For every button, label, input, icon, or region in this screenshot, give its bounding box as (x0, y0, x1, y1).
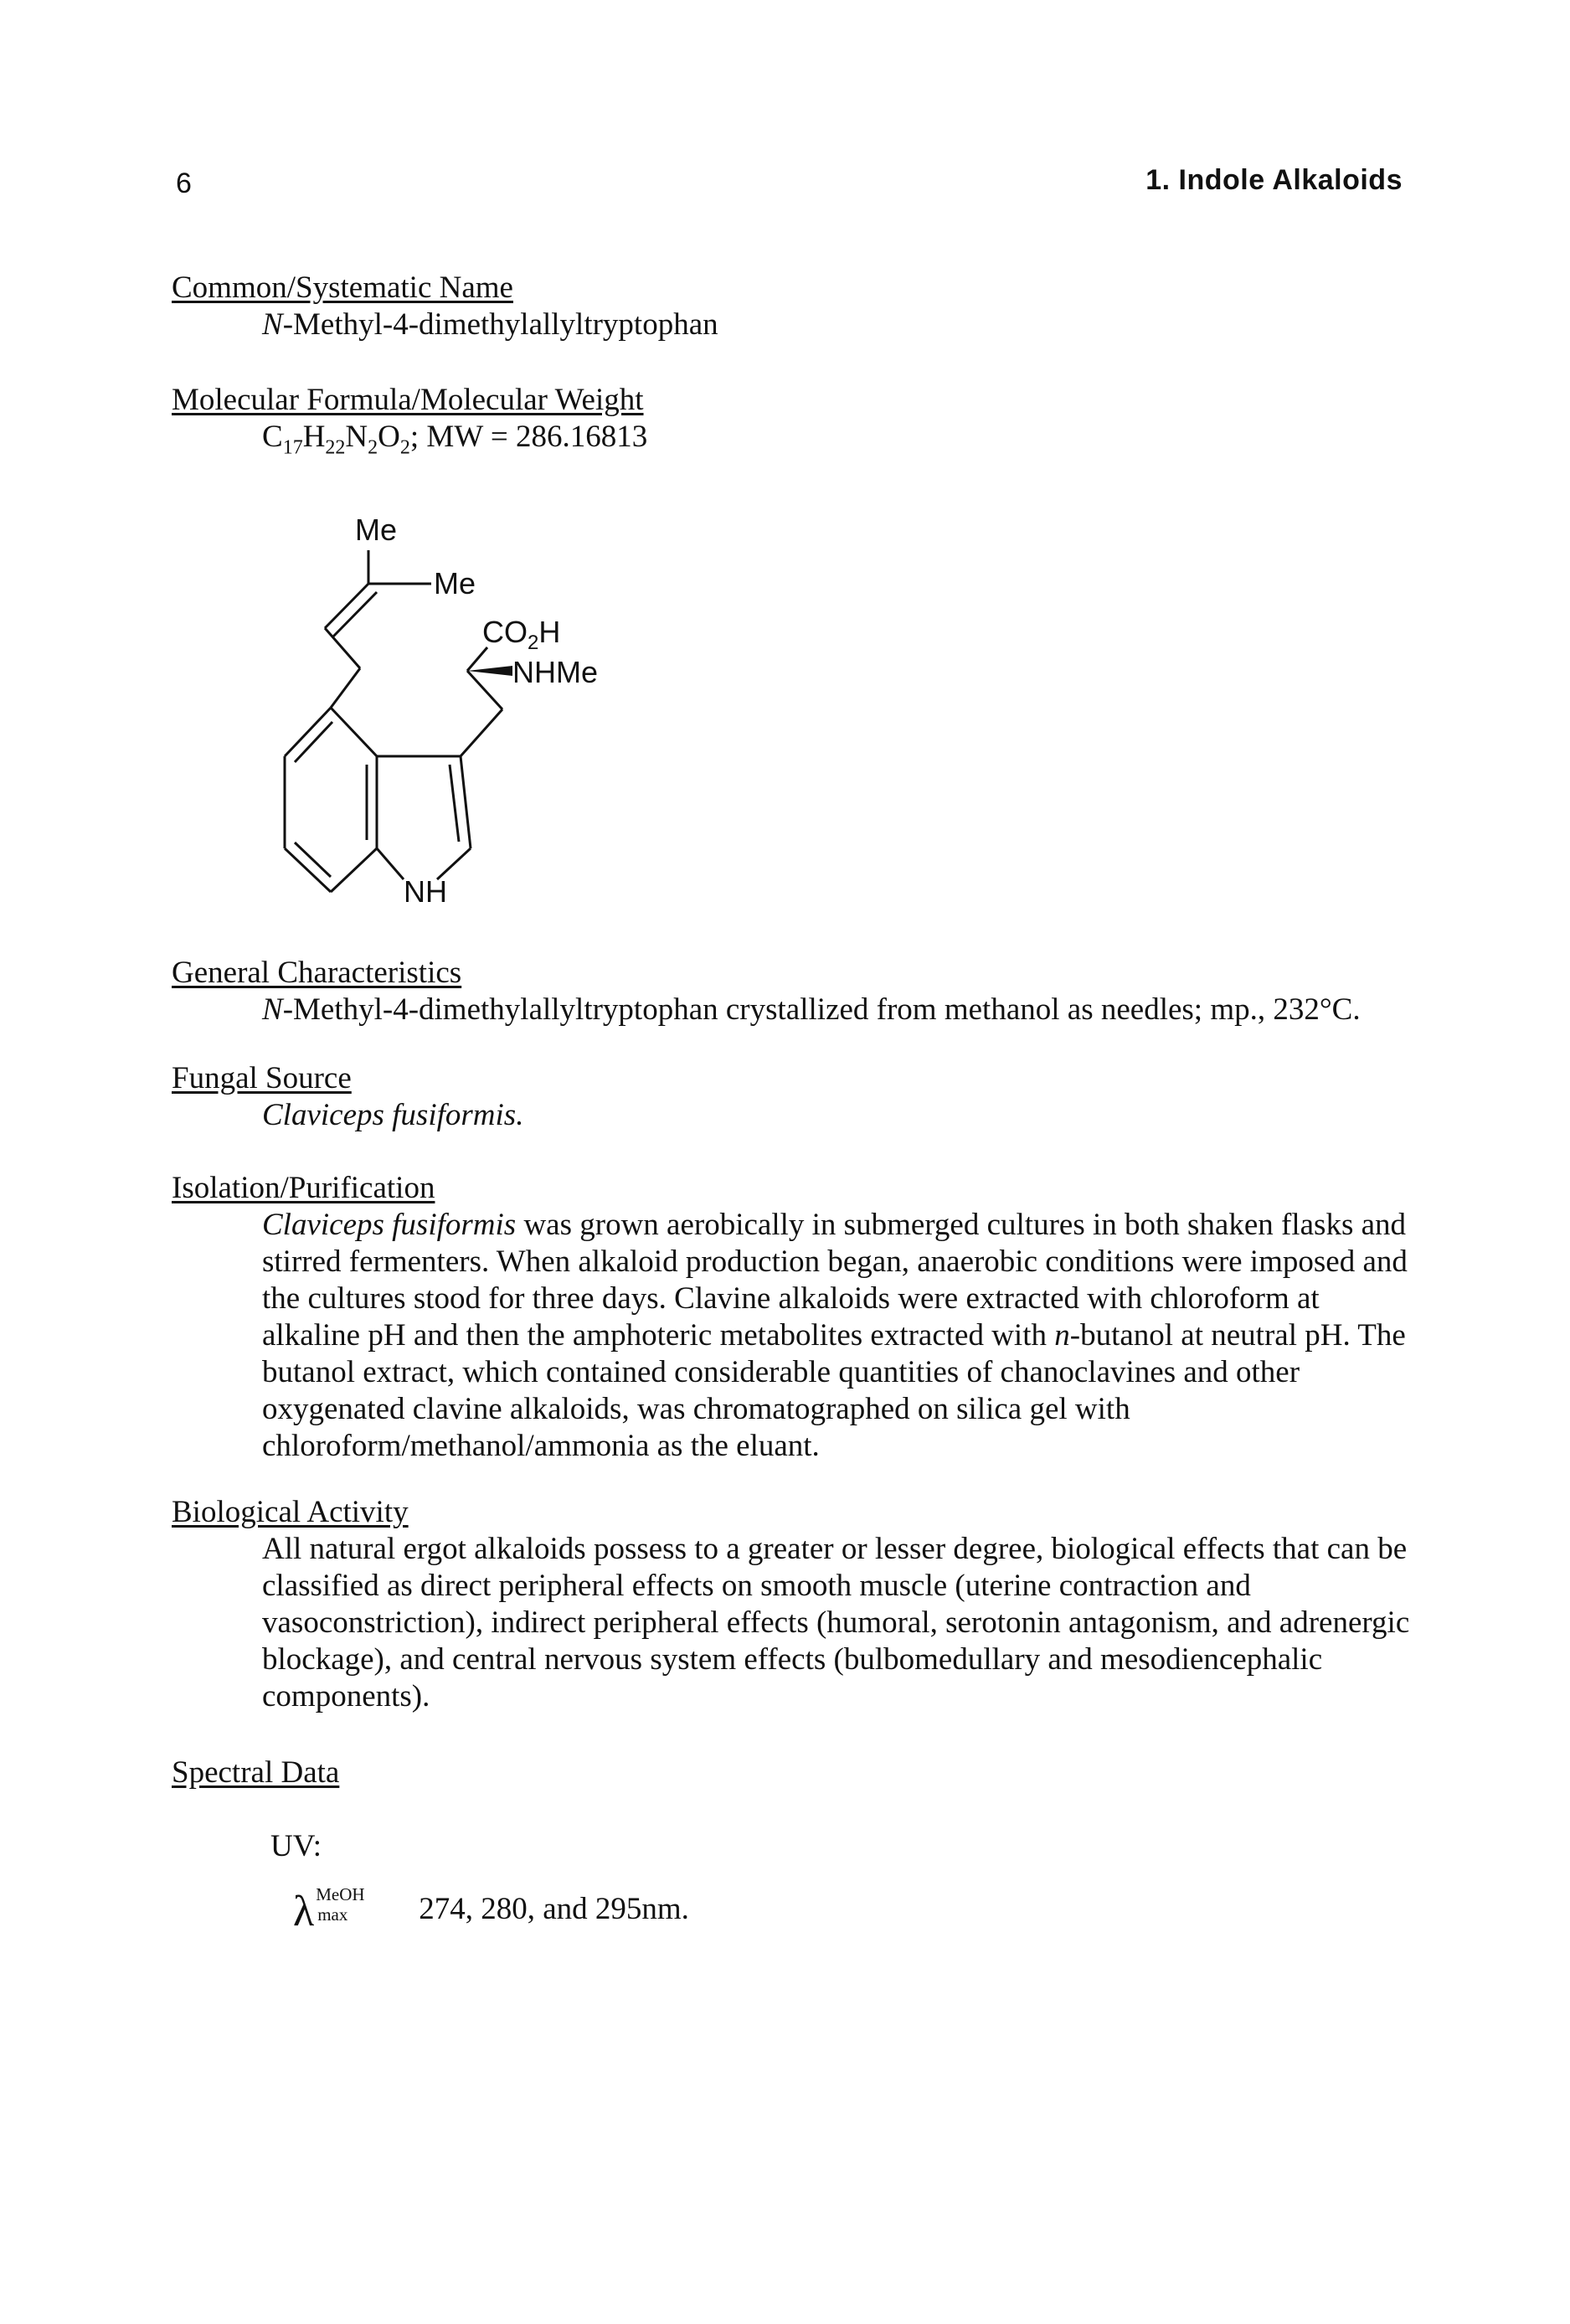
isolation-text (262, 1207, 1418, 1465)
chapter-title: 1. Indole Alkaloids (1145, 164, 1403, 196)
page-number: 6 (176, 167, 192, 199)
label-nh: NH (404, 874, 447, 909)
label-me-side: Me (434, 566, 476, 600)
general-text (262, 992, 1418, 1028)
section-biological (172, 1494, 1418, 1715)
count-o: 2 (399, 436, 410, 459)
heading-common-name: Common/Systematic Name (172, 271, 513, 305)
section-isolation (172, 1170, 1418, 1465)
n-prefix: N (262, 307, 283, 342)
heading-formula: Molecular Formula/Molecular Weight (172, 383, 644, 417)
section-common-name (172, 270, 1418, 343)
fungal-text: Claviceps fusiformis. (262, 1098, 524, 1132)
lambda-symbol: λ (293, 1888, 315, 1935)
count-h: 22 (325, 436, 346, 459)
atom-c: C (262, 420, 283, 454)
lambda-subscripts (314, 1883, 373, 1933)
solvent-label: MeOH (316, 1883, 365, 1904)
molecular-weight: ; MW = 286.16813 (409, 420, 648, 454)
label-me-top: Me (355, 513, 398, 547)
structure-drawing (251, 498, 720, 917)
chemical-structure (251, 498, 720, 917)
max-label: max (317, 1904, 348, 1925)
atom-h: H (302, 420, 326, 454)
uv-data-line (293, 1880, 689, 1933)
n-prefix: n (1054, 1318, 1070, 1353)
heading-spectral: Spectral Data (172, 1755, 340, 1790)
section-fungal (172, 1060, 1418, 1134)
heading-fungal: Fungal Source (172, 1061, 352, 1095)
species-name: Claviceps fusiformis (262, 1208, 517, 1242)
section-formula (172, 382, 1418, 466)
section-general (172, 955, 1418, 1028)
general-body: -Methyl-4-dimethylallyltryptophan crystallized from methanol as needles; mp., 232°C. (282, 992, 1361, 1027)
label-nhme: NHMe (512, 655, 599, 689)
common-name-text (262, 307, 1418, 343)
label-co2h: $CO_2H$ (482, 615, 561, 654)
biological-text: All natural ergot alkaloids possess to a greater or lesser degree, biological effects that can be classified as direct peripheral effects on smooth muscle (uterine contraction and vasoconstriction), indirect peripheral effects (humoral, serotonin antagonism, and adrenergic blockage), and central nervous system effects (bulbomedullary and mesodiencephalic components). (262, 1532, 1410, 1713)
section-spectral (172, 1755, 339, 1791)
atom-o: O (378, 420, 400, 454)
formula-text (262, 419, 1418, 466)
uv-values: 274, 280, and 295nm. (419, 1892, 689, 1926)
count-n: 2 (368, 436, 378, 459)
n-prefix: N (262, 992, 283, 1027)
heading-biological: Biological Activity (172, 1495, 409, 1529)
heading-isolation: Isolation/Purification (172, 1171, 435, 1205)
isolation-body-2: -butanol at neutral pH. The butanol extract, which contained considerable quantities of chanoclavines and other oxygenated clavine alkaloids, was chromatographed on silica gel with chloroform/methanol/ammonia as the eluant. (262, 1318, 1406, 1463)
isolation-body-1: was grown aerobically in submerged cultures in both shaken flasks and stirred fermenters. When alkaloid production began, anaerobic conditions were imposed and the cultures stood for three days. Clavine alkaloids were extracted with chloroform at alkaline pH and then the amphoteric metabolites extracted with (262, 1208, 1408, 1353)
atom-n: N (345, 420, 368, 454)
heading-general: General Characteristics (172, 956, 462, 990)
count-c: 17 (282, 436, 303, 459)
uv-label: UV: (270, 1829, 322, 1863)
name-rest: -Methyl-4-dimethylallyltryptophan (282, 307, 718, 342)
